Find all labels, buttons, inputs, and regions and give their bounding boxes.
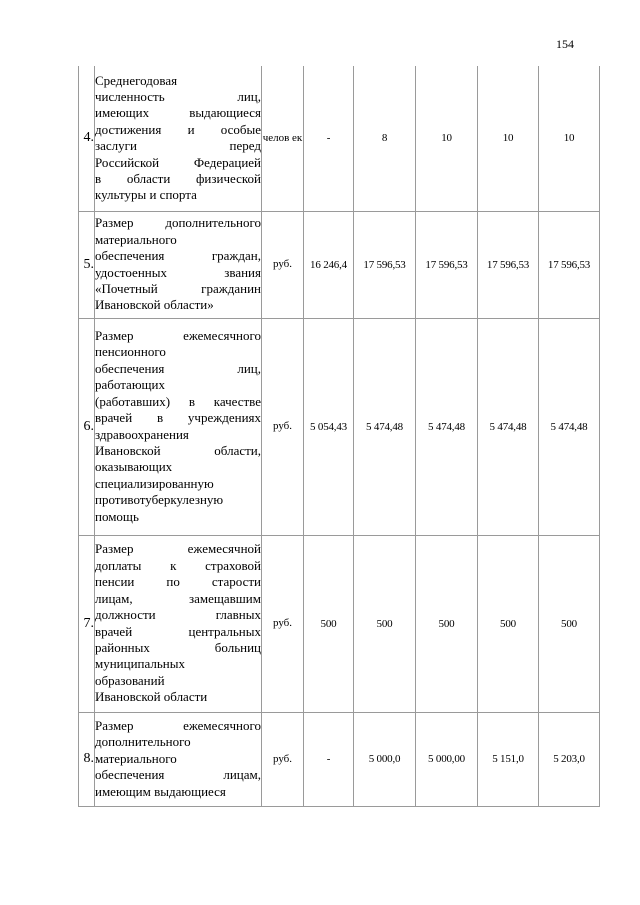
value-cell: 5 151,0 [478, 712, 539, 806]
unit-cell: руб. [262, 712, 304, 806]
description-line: районных больниц [95, 639, 261, 655]
value-cell: 500 [304, 535, 354, 712]
description-line: Ивановской области, [95, 442, 261, 458]
row-description [95, 712, 262, 806]
description-line: врачей в учреждениях [95, 410, 261, 426]
value-cell: - [304, 712, 354, 806]
table-row [79, 535, 600, 712]
table-row [79, 318, 600, 535]
value-cell: 10 [539, 66, 600, 211]
row-number: 8. [79, 712, 95, 806]
row-number: 7. [79, 535, 95, 712]
description-line: «Почетный гражданин [95, 280, 261, 296]
description-line: Размер ежемесячного [95, 328, 261, 344]
description-line: Ивановской области [95, 689, 208, 705]
row-number: 6. [79, 318, 95, 535]
value-cell: 17 596,53 [478, 211, 539, 318]
description-line: (работавших) в качестве [95, 393, 261, 409]
description-line: материального [95, 750, 177, 766]
description-line: специализированную [95, 475, 214, 491]
description-line: образований [95, 672, 165, 688]
unit-cell: челов ек [262, 66, 304, 211]
value-cell: 5 203,0 [539, 712, 600, 806]
description-line: в области физической [95, 171, 261, 187]
description-line: помощь [95, 508, 139, 524]
description-line: обеспечения лицам, [95, 767, 261, 783]
value-cell: 17 596,53 [539, 211, 600, 318]
row-description [95, 66, 262, 211]
value-cell: 5 054,43 [304, 318, 354, 535]
unit-cell: руб. [262, 318, 304, 535]
description-line: оказывающих [95, 459, 173, 475]
description-line: имеющих выдающиеся [95, 105, 261, 121]
description-line: Размер ежемесячной [95, 541, 261, 557]
value-cell: 5 474,48 [539, 318, 600, 535]
value-cell: 10 [478, 66, 539, 211]
description-line: Российской Федерацией [95, 154, 261, 170]
description-line: заслуги перед [95, 138, 261, 154]
row-number: 4. [79, 66, 95, 211]
description-line: Ивановской области» [95, 297, 214, 313]
value-cell: 17 596,53 [354, 211, 416, 318]
description-line: пенсии по старости [95, 574, 261, 590]
value-cell: 5 000,00 [416, 712, 478, 806]
description-line: противотуберкулезную [95, 492, 224, 508]
value-cell: 17 596,53 [416, 211, 478, 318]
value-cell: 500 [416, 535, 478, 712]
description-line: достижения и особые [95, 121, 261, 137]
description-line: культуры и спорта [95, 187, 197, 203]
value-cell: 5 474,48 [478, 318, 539, 535]
description-line: обеспечения граждан, [95, 248, 261, 264]
value-cell: 10 [416, 66, 478, 211]
data-table [78, 66, 600, 807]
description-line: дополнительного [95, 734, 191, 750]
description-line: врачей центральных [95, 623, 261, 639]
value-cell: 500 [539, 535, 600, 712]
table-row [79, 211, 600, 318]
unit-cell: руб. [262, 211, 304, 318]
page-number: 154 [556, 37, 574, 51]
description-line: здравоохранения [95, 426, 189, 442]
value-cell: 16 246,4 [304, 211, 354, 318]
description-line: пенсионного [95, 344, 166, 360]
value-cell: 500 [354, 535, 416, 712]
value-cell: 5 474,48 [416, 318, 478, 535]
description-line: работающих [95, 377, 166, 393]
description-line: удостоенных звания [95, 264, 261, 280]
row-description [95, 318, 262, 535]
description-line: доплаты к страховой [95, 557, 261, 573]
table-row [79, 66, 600, 211]
description-line: муниципальных [95, 656, 186, 672]
value-cell: 500 [478, 535, 539, 712]
value-cell: - [304, 66, 354, 211]
row-description [95, 535, 262, 712]
description-line: лицам, замещавшим [95, 590, 261, 606]
value-cell: 8 [354, 66, 416, 211]
description-line: численность лиц, [95, 89, 261, 105]
description-line: Среднегодовая [95, 72, 178, 88]
description-line: Размер дополнительного [95, 215, 261, 231]
description-line: обеспечения лиц, [95, 360, 261, 376]
row-number: 5. [79, 211, 95, 318]
unit-cell: руб. [262, 535, 304, 712]
value-cell: 5 474,48 [354, 318, 416, 535]
row-description [95, 211, 262, 318]
value-cell: 5 000,0 [354, 712, 416, 806]
description-line: должности главных [95, 607, 261, 623]
description-line: имеющим выдающиеся [95, 783, 226, 799]
description-line: Размер ежемесячного [95, 717, 261, 733]
description-line: материального [95, 231, 177, 247]
table-row [79, 712, 600, 806]
